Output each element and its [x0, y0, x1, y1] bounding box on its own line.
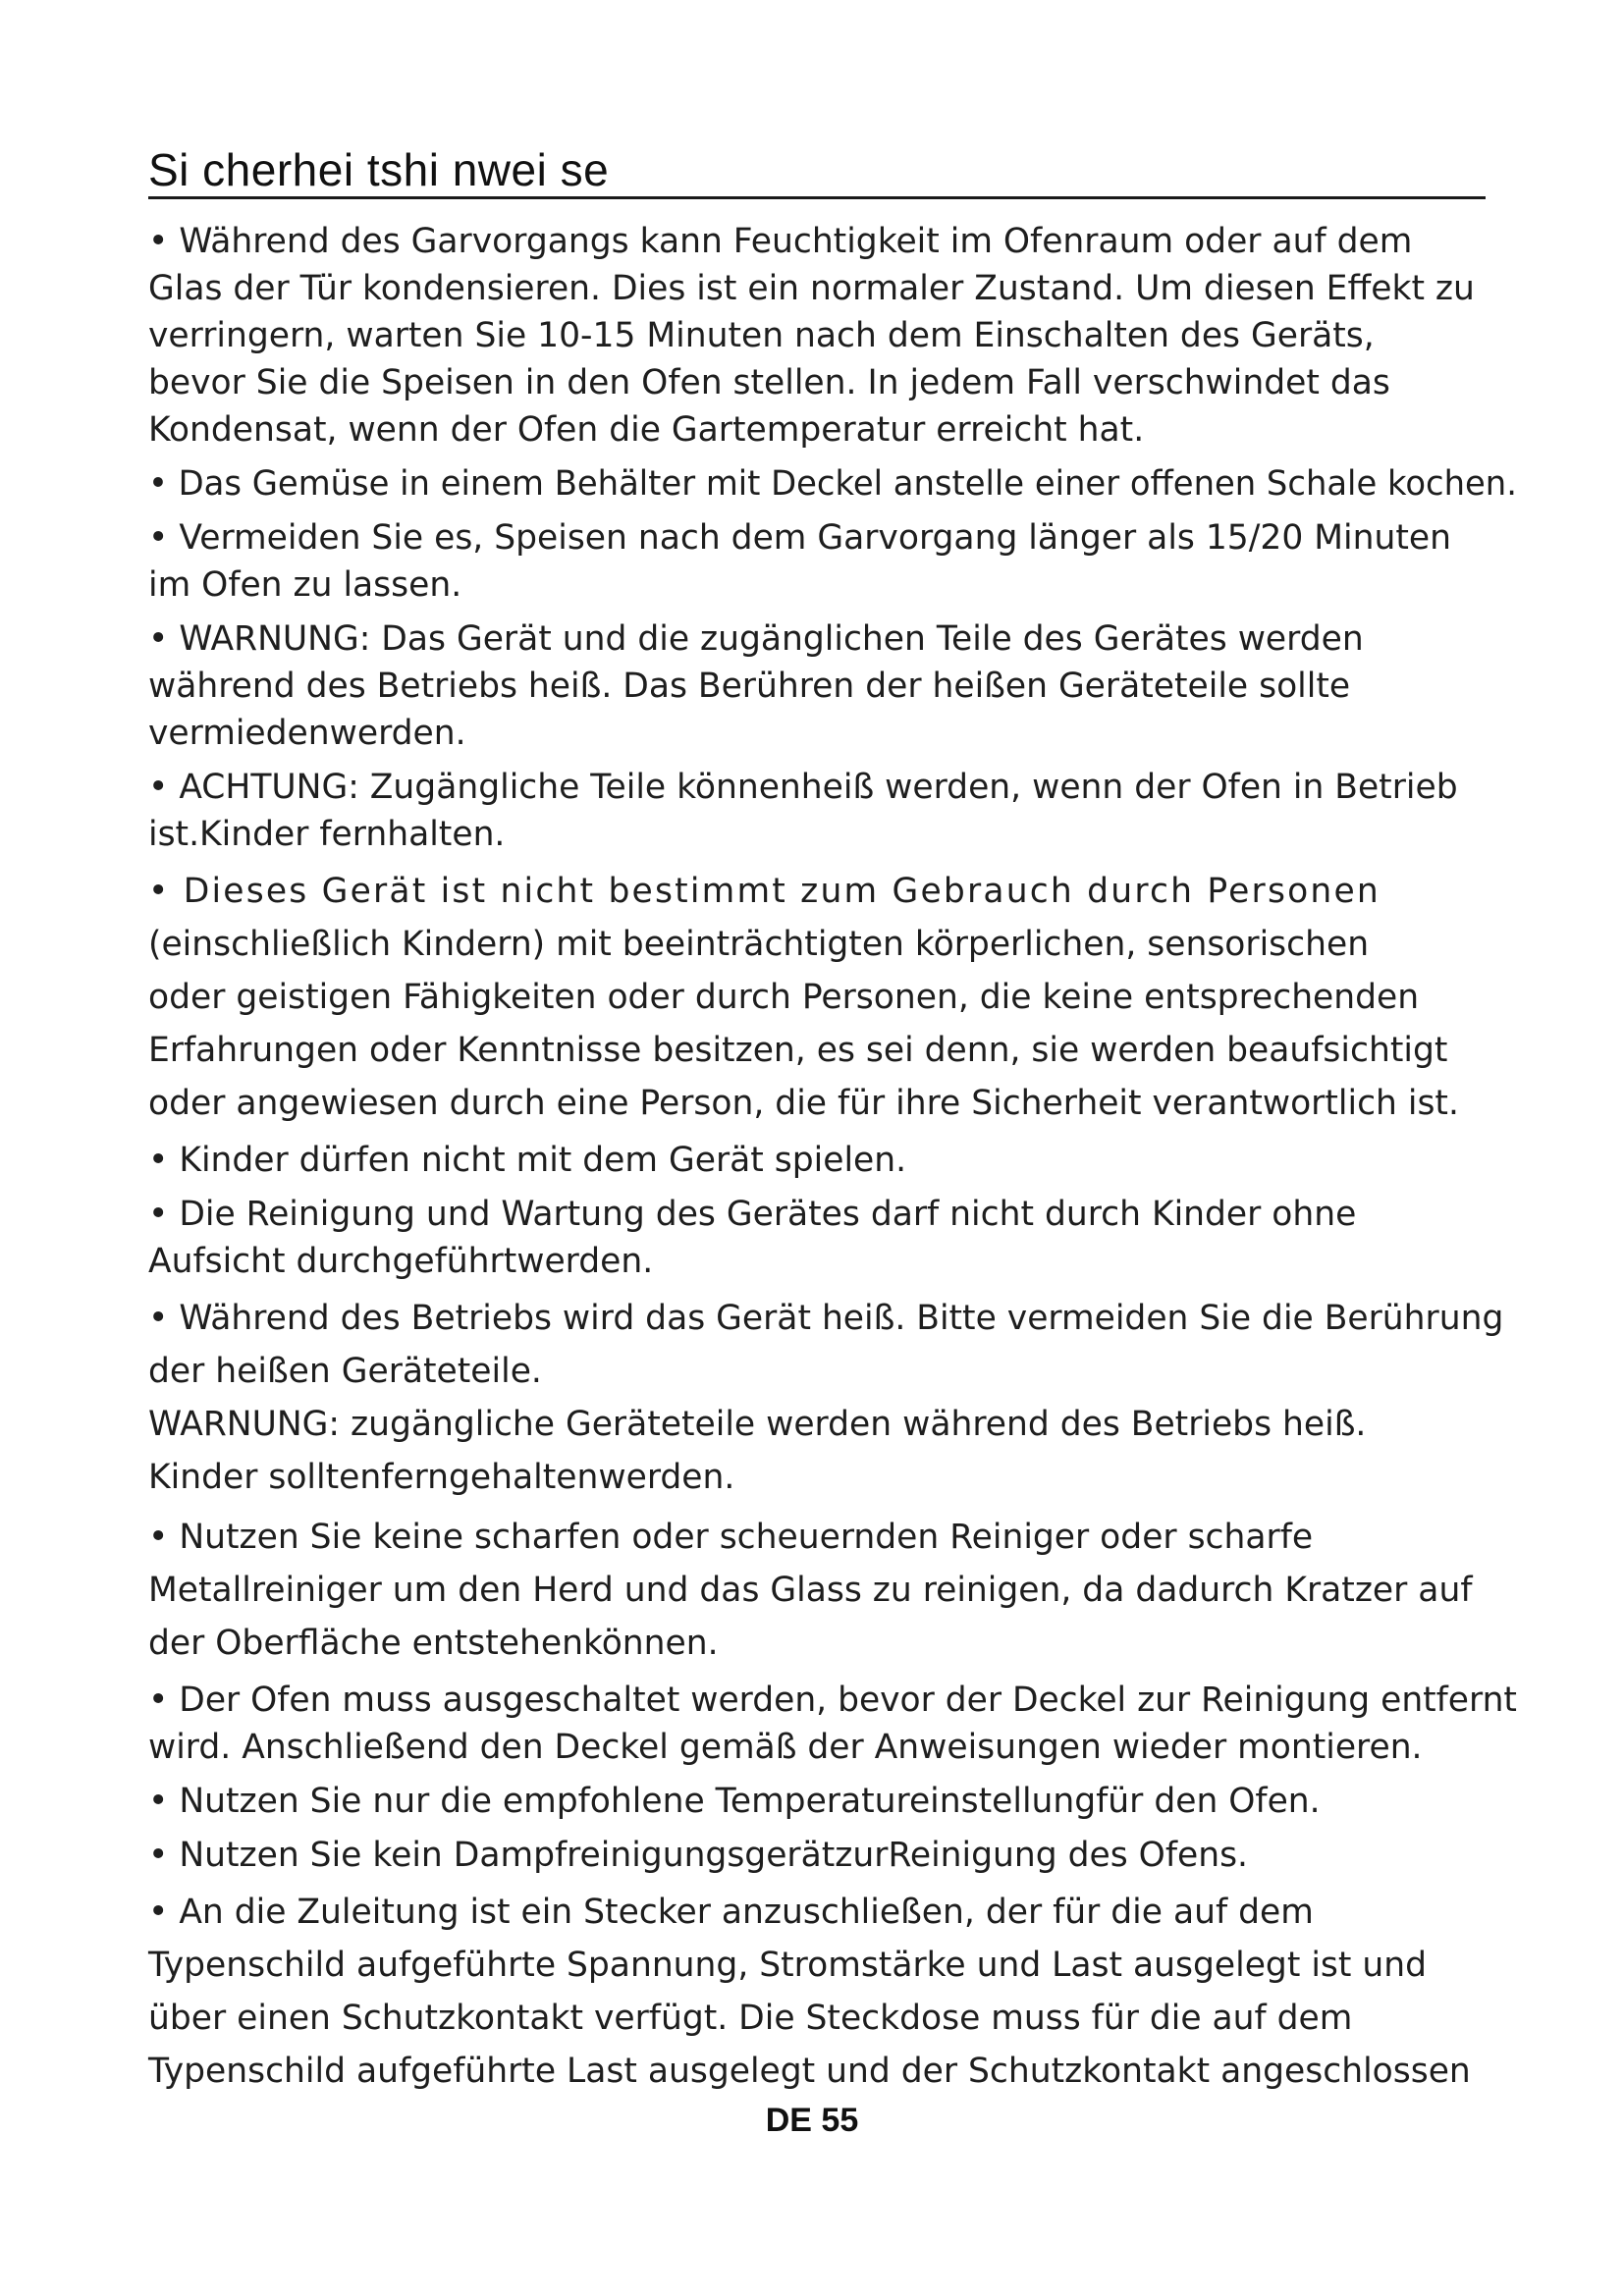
text-line: vermiedenwerden. — [148, 714, 466, 753]
text-line: (einschließlich Kindern) mit beeinträchtigten körperlichen, sensorischen — [148, 925, 1370, 964]
text-line: im Ofen zu lassen. — [148, 565, 462, 605]
text-line: • An die Zuleitung ist ein Stecker anzuschließen, der für die auf dem — [148, 1893, 1314, 1932]
paragraph-condensation — [148, 218, 1523, 454]
page-title: Si cherhei tshi nwei se — [148, 144, 610, 195]
text-line: der heißen Geräteteile. — [148, 1352, 542, 1391]
paragraph-caution-children — [148, 764, 1523, 858]
text-line: oder angewiesen durch eine Person, die für ihre Sicherheit verantwortlich ist. — [148, 1084, 1459, 1123]
text-line: verringern, warten Sie 10-15 Minuten nach dem Einschalten des Geräts, — [148, 316, 1375, 355]
paragraph-recommended-temperature — [148, 1778, 1523, 1825]
page-number: DE 55 — [765, 2102, 859, 2139]
text-line: während des Betriebs heiß. Das Berühren der heißen Geräteteile sollte — [148, 667, 1351, 706]
text-line: • Der Ofen muss ausgeschaltet werden, bevor der Deckel zur Reinigung entfernt — [148, 1681, 1517, 1720]
text-line: • Nutzen Sie kein DampfreinigungsgerätzurReinigung des Ofens. — [148, 1836, 1249, 1875]
paragraph-food-left-in-oven — [148, 514, 1523, 609]
text-line: WARNUNG: zugängliche Geräteteile werden während des Betriebs heiß. — [148, 1405, 1367, 1444]
text-line: • Während des Betriebs wird das Gerät heiß. Bitte vermeiden Sie die Berührung — [148, 1299, 1504, 1338]
text-line: • WARNUNG: Das Gerät und die zugänglichen Teile des Gerätes werden — [148, 619, 1364, 659]
paragraph-switch-off-before-cleaning — [148, 1677, 1523, 1771]
text-line: • Kinder dürfen nicht mit dem Gerät spielen. — [148, 1141, 907, 1180]
paragraph-hot-during-operation — [148, 1292, 1523, 1504]
text-line: wird. Anschließend den Deckel gemäß der Anweisungen wieder montieren. — [148, 1728, 1423, 1767]
text-line: Aufsicht durchgeführtwerden. — [148, 1242, 654, 1281]
text-line: Metallreiniger um den Herd und das Glass zu reinigen, da dadurch Kratzer auf — [148, 1571, 1473, 1610]
text-line: oder geistigen Fähigkeiten oder durch Personen, die keine entsprechenden — [148, 978, 1420, 1017]
text-line: • Während des Garvorgangs kann Feuchtigkeit im Ofenraum oder auf dem — [148, 222, 1413, 261]
paragraph-restricted-use — [148, 865, 1523, 1130]
paragraph-cleaning-supervision — [148, 1191, 1523, 1285]
text-line: Kinder solltenferngehaltenwerden. — [148, 1458, 735, 1497]
safety-instructions-body — [148, 218, 1523, 2105]
paragraph-no-steam-cleaner — [148, 1832, 1523, 1879]
paragraph-vegetables-lid — [148, 460, 1523, 507]
paragraph-children-play — [148, 1137, 1523, 1184]
text-line: • Die Reinigung und Wartung des Gerätes darf nicht durch Kinder ohne — [148, 1195, 1357, 1234]
text-line: • Das Gemüse in einem Behälter mit Deckel anstelle einer offenen Schale kochen. — [148, 464, 1517, 504]
text-line: Typenschild aufgeführte Last ausgelegt und der Schutzkontakt angeschlossen — [148, 2052, 1471, 2091]
text-line: Kondensat, wenn der Ofen die Gartemperatur erreicht hat. — [148, 410, 1145, 450]
text-line: der Oberfläche entstehenkönnen. — [148, 1624, 719, 1663]
text-line: • Dieses Gerät ist nicht bestimmt zum Gebrauch durch Personen — [148, 872, 1380, 911]
text-line: ist.Kinder fernhalten. — [148, 815, 506, 854]
text-line: Typenschild aufgeführte Spannung, Stromstärke und Last ausgelegt ist und — [148, 1946, 1428, 1985]
text-line: Erfahrungen oder Kenntnisse besitzen, es sei denn, sie werden beaufsichtigt — [148, 1031, 1448, 1070]
section-heading-block — [148, 145, 1486, 199]
text-line: • Vermeiden Sie es, Speisen nach dem Garvorgang länger als 15/20 Minuten — [148, 518, 1451, 558]
text-line: bevor Sie die Speisen in den Ofen stellen. In jedem Fall verschwindet das — [148, 363, 1390, 402]
text-line: über einen Schutzkontakt verfügt. Die Steckdose muss für die auf dem — [148, 1999, 1353, 2038]
text-line: • Nutzen Sie nur die empfohlene Temperatureinstellungfür den Ofen. — [148, 1782, 1321, 1821]
text-line: Glas der Tür kondensieren. Dies ist ein normaler Zustand. Um diesen Effekt zu — [148, 269, 1475, 308]
paragraph-plug-requirements — [148, 1886, 1523, 2098]
paragraph-warning-hot-parts — [148, 615, 1523, 757]
text-line: • ACHTUNG: Zugängliche Teile könnenheiß werden, wenn der Ofen in Betrieb — [148, 768, 1458, 807]
text-line: • Nutzen Sie keine scharfen oder scheuernden Reiniger oder scharfe — [148, 1518, 1314, 1557]
paragraph-abrasive-cleaners — [148, 1511, 1523, 1670]
